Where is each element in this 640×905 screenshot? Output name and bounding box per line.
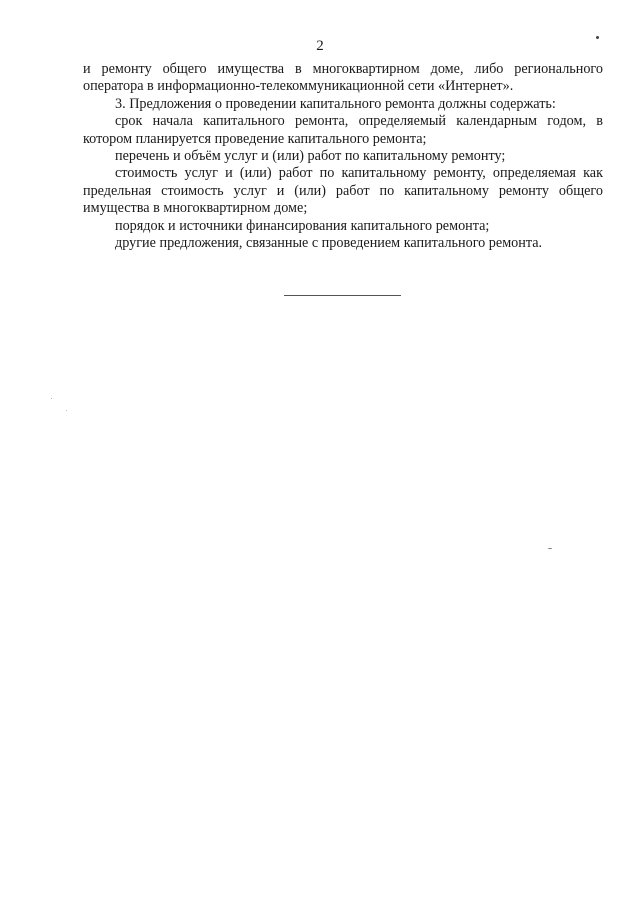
paragraph-financing: порядок и источники финансирования капитального ремонта; [115,217,490,234]
end-separator-line [284,295,401,296]
document-body [83,61,603,252]
page-number: 2 [316,38,324,54]
paragraph-other-proposals: другие предложения, связанные с проведением капитального ремонта. [115,235,543,252]
paragraph-cost: стоимость услуг и (или) работ по капитальному ремонту, определяемая как предельная стоимость услуг и (или) работ по капитальному ремонту общего имущества в многоквартирном доме; [83,165,603,217]
paragraph-continuation: и ремонту общего имущества в многоквартирном доме, либо регионального оператора в информационно-телекоммуникационной сети «Интернет». [83,61,603,95]
paragraph-item-3: 3. Предложения о проведении капитального ремонта должны содержать: [115,95,556,112]
paragraph-start-date: срок начала капитального ремонта, определяемый календарным годом, в котором планируется проведение капитального ремонта; [83,113,603,147]
scan-speck [66,410,67,411]
scan-speck [596,36,599,39]
scan-speck [548,548,552,549]
scan-speck [51,398,52,399]
paragraph-scope-of-work: перечень и объём услуг и (или) работ по капитальному ремонту; [115,148,506,165]
